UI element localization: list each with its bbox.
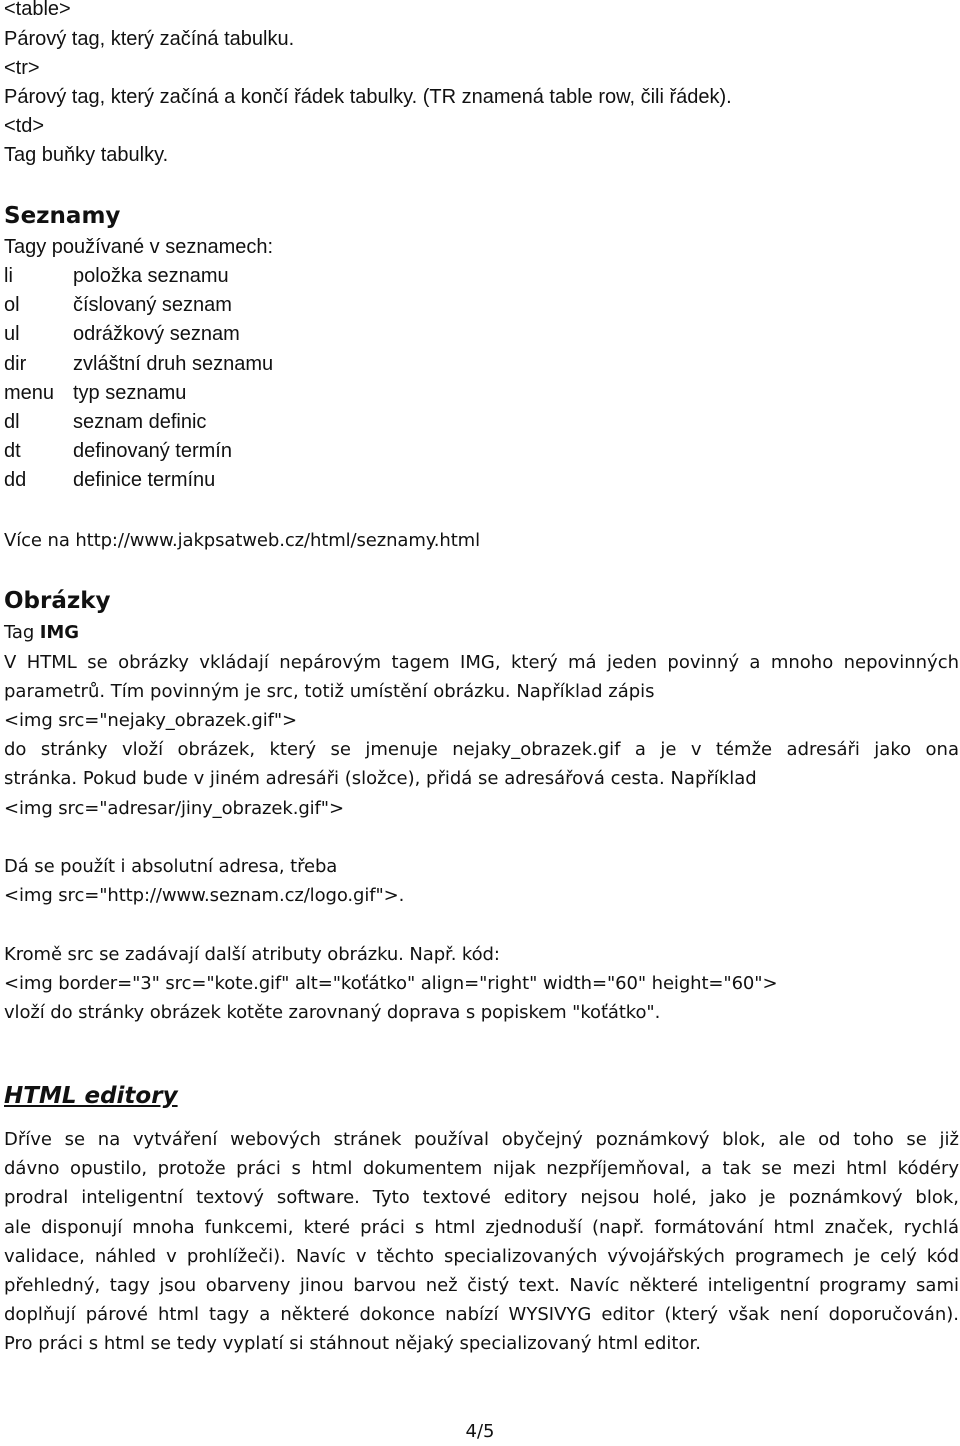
- list-tag-desc: definice termínu: [73, 469, 216, 492]
- editors-line: Dříve se na vytváření webových stránek používal obyčejný poznámkový blok, ale od toho se již: [4, 1129, 959, 1150]
- page-number: 4/5: [465, 1421, 495, 1442]
- list-tag-name: ul: [4, 323, 20, 346]
- editors-paragraph: [4, 1125, 959, 1359]
- list-tag-row: [4, 408, 273, 437]
- list-tag-desc: položka seznamu: [73, 265, 229, 287]
- list-tags-table: [4, 262, 273, 496]
- list-tag-name: dl: [4, 410, 20, 433]
- img-tag-line: [4, 618, 960, 647]
- img-paragraph-1: [4, 648, 959, 706]
- editors-line: přehledný, tagy jsou obarveny jinou barvou než čistý text. Navíc některé inteligentní programy sami: [4, 1275, 959, 1297]
- editors-line: Pro práci s html se tedy vyplatí si stáhnout nějaký specializovaný html editor.: [4, 1333, 701, 1355]
- editors-line: validace, náhled v prohlížeči). Navíc v těchto specializovaných vývojářských programech je celý kód: [4, 1245, 959, 1267]
- list-tag-row: [4, 291, 273, 320]
- editors-line: ale disponují mnoha funkcemi, které práci s html zjednoduší (např. formátování html značek, rychlá: [4, 1216, 959, 1238]
- img-absolute-line: Dá se použít i absolutní adresa, třeba: [4, 856, 338, 877]
- list-tag-row: [4, 437, 273, 466]
- tr-tag-desc: Párový tag, který začíná a končí řádek tabulky. (TR znamená table row, čili řádek).: [4, 86, 732, 108]
- editors-line: dávno opustilo, protože práci s html dokumentem nijak nezpříjemňoval, a tak se mezi html kódéry: [4, 1158, 959, 1180]
- lists-more-link[interactable]: Více na http://www.jakpsatweb.cz/html/seznamy.html: [4, 530, 480, 551]
- list-tag-desc: definovaný termín: [73, 440, 232, 463]
- img-p1-line1: V HTML se obrázky vkládají nepárovým tagem IMG, který má jeden povinný a mnoho nepovinných: [4, 652, 959, 673]
- tr-tag-line: <tr>: [4, 57, 40, 79]
- editors-line: prodral inteligentní textový software. Tyto textové editory nejsou holé, jako je poznámkový blok,: [4, 1187, 959, 1209]
- list-tag-desc: číslovaný seznam: [73, 294, 232, 317]
- img-p1-line2: parametrů. Tím povinným je src, totiž umístění obrázku. Například zápis: [4, 681, 655, 703]
- list-tag-row: [4, 379, 273, 408]
- list-tag-desc: typ seznamu: [73, 381, 187, 404]
- img-paragraph-2: [4, 735, 959, 793]
- td-tag-desc: Tag buňky tabulky.: [4, 144, 169, 166]
- list-tag-desc: zvláštní druh seznamu: [73, 352, 274, 375]
- img-attributes-line: Kromě src se zadávají další atributy obrázku. Např. kód:: [4, 944, 500, 965]
- img-result-line: vloží do stránky obrázek kotěte zarovnaný doprava s popiskem "koťátko".: [4, 1002, 661, 1023]
- list-tag-row: [4, 320, 273, 349]
- list-tag-desc: odrážkový seznam: [73, 323, 240, 346]
- img-p2-line2: stránka. Pokud bude v jiném adresáři (složce), přidá se adresářová cesta. Například: [4, 768, 757, 790]
- list-tag-name: menu: [4, 381, 55, 404]
- images-heading: Obrázky: [4, 588, 111, 614]
- table-tag-line: <table>: [4, 0, 71, 20]
- list-tag-name: ol: [4, 294, 20, 317]
- list-tag-name: dd: [4, 469, 27, 492]
- table-tag-desc: Párový tag, který začíná tabulku.: [4, 28, 295, 50]
- list-tag-row: [4, 262, 273, 291]
- list-tag-row: [4, 466, 273, 495]
- list-tag-row: [4, 350, 273, 379]
- editors-heading[interactable]: HTML editory: [4, 1083, 178, 1109]
- img-code-3: <img src="http://www.seznam.cz/logo.gif">.: [4, 885, 405, 906]
- editors-line: doplňují párové html tagy a některé dokonce nabízí WYSIVYG editor (který však není doporučován).: [4, 1304, 959, 1326]
- img-code-4: <img border="3" src="kote.gif" alt="koťátko" align="right" width="60" height="60">: [4, 973, 778, 994]
- img-tag-name: IMG: [39, 622, 79, 643]
- img-p2-line1: do stránky vloží obrázek, který se jmenuje nejaky_obrazek.gif a je v témže adresáři jako ona: [4, 739, 959, 760]
- list-tag-name: li: [4, 265, 13, 287]
- lists-intro: Tagy používané v seznamech:: [4, 236, 274, 258]
- list-tag-name: dir: [4, 352, 27, 375]
- img-tag-prefix: Tag: [4, 622, 40, 643]
- img-code-2: <img src="adresar/jiny_obrazek.gif">: [4, 798, 344, 819]
- td-tag-line: <td>: [4, 115, 45, 137]
- lists-heading: Seznamy: [4, 203, 121, 229]
- list-tag-desc: seznam definic: [73, 410, 207, 433]
- list-tag-name: dt: [4, 440, 21, 463]
- img-code-1: <img src="nejaky_obrazek.gif">: [4, 710, 298, 731]
